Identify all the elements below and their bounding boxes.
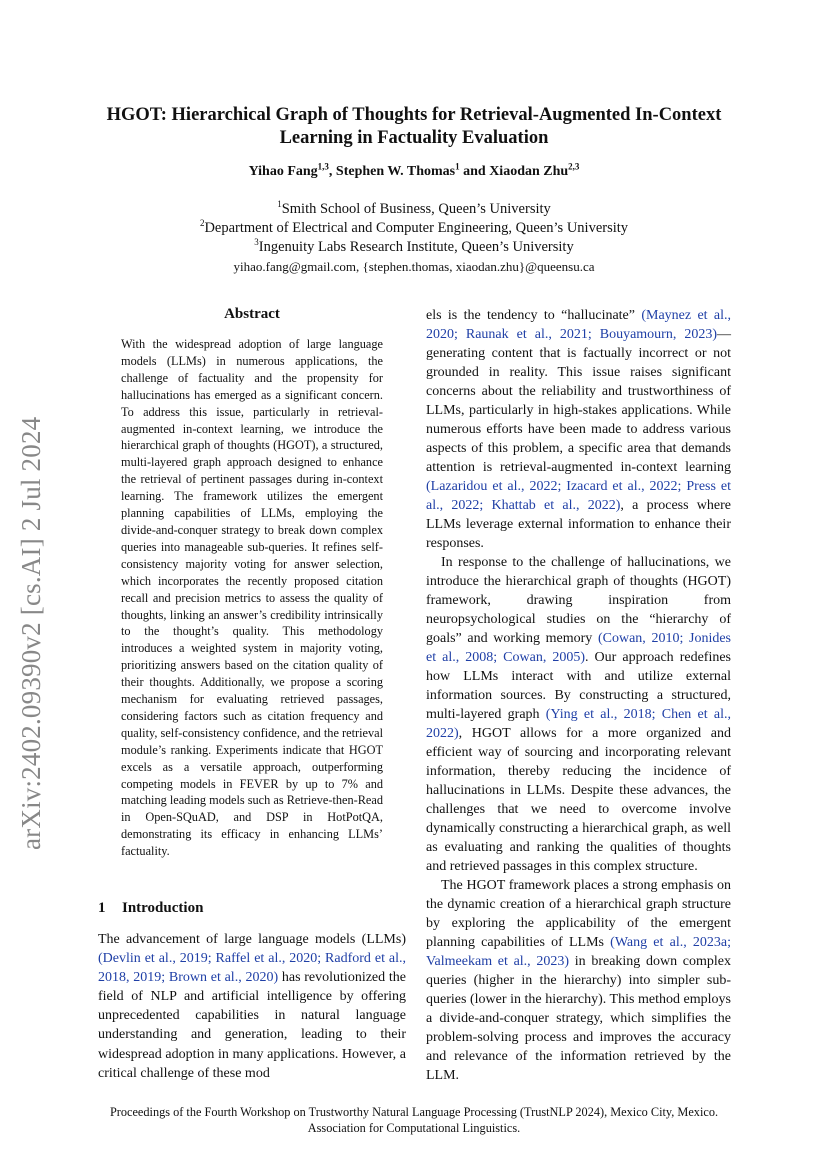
abstract-body: With the widespread adoption of large language models (LLMs) in numerous applications, the challenge of factuality and the propensity for hallucinations has emerged as a significant concern. To address this issue, particularly in retrieval-augmented in-context learning, we introduce the hierarchical graph of thoughts (HGOT), a structured, multi-layered graph approach designed to enhance the retrieval of pertinent passages during in-context learning. The framework utilizes the emergent planning capabilities of LLMs, employing the divide-and-conquer strategy to break down complex queries into manageable sub-queries. It refines self-consistency majority voting for answer selection, which incorporates the recently proposed citation recall and precision metrics to assess the quality of thoughts, linking an answer’s credibility intrinsically to the thought’s quality. This methodology introduces a weighted system in majority voting, prioritizing answers based on the citation quality of their thoughts. Additionally, we propose a scoring mechanism for evaluating retrieved passages, considering factors such as citation frequency and quality, self-consistency confidence, and the retrieval module’s ranking. Experiments indicate that HGOT excels as a versatile approach, outperforming competing models in FEVER by up to 7% and matching leading models such as Retrieve-then-Read in Open-SQuAD, and DSP in HotPotQA, demonstrating its efficacy in enhancing LLMs’ factuality. — [121, 337, 383, 859]
citation-link[interactable]: (Ying et al., 2018; Chen et al., 2022) — [426, 707, 731, 741]
affiliations — [100, 200, 728, 276]
citation-link[interactable]: (Maynez et al., 2020; Raunak et al., 2021; Bouyamourn, 2023) — [426, 308, 731, 342]
author-affiliation-marker: 2,3 — [568, 161, 580, 172]
section-heading-introduction — [98, 900, 203, 917]
paper-title: HGOT: Hierarchical Graph of Thoughts for Retrieval-Augmented In-Context Learning in Factuality Evaluation — [106, 105, 722, 148]
abstract-heading: Abstract — [224, 306, 280, 322]
author-emails: yihao.fang@gmail.com, {stephen.thomas, xiaodan.zhu}@queensu.ca — [233, 259, 595, 274]
citation-link[interactable]: (Devlin et al., 2019; Raffel et al., 2020; Radford et al., 2018, 2019; Brown et al., 2020) — [98, 951, 406, 986]
arxiv-identifier-stamp: arXiv:2402.09390v2 [cs.AI] 2 Jul 2024 — [16, 416, 46, 850]
affiliation-line-3: $^3$Ingenuity Labs Research Institute, Queen’s University — [254, 237, 574, 255]
citation-link[interactable]: (Wang et al., 2023a; Valmeekam et al., 2023) — [426, 935, 731, 969]
right-column-paragraph-1: els is the tendency to “hallucinate” (Maynez et al., 2020; Raunak et al., 2021; Bouyamourn, 2023)—generating content that is factually incorrect or not grounded in reality. This issue raises significant concerns about the reliability and trustworthiness of LLMs, particularly in high-stakes applications. While numerous efforts have been made to address various aspects of this problem, a specific area that demands attention is retrieval-augmented in-context learning (Lazaridou et al., 2022; Izacard et al., 2022; Press et al., 2022; Khattab et al., 2022), a process where LLMs leverage external information to enhance their responses. — [426, 308, 731, 551]
affiliation-line-2: $^2$Department of Electrical and Computer Engineering, Queen’s University — [199, 218, 629, 236]
right-column — [426, 306, 731, 1085]
proceedings-footer: Proceedings of the Fourth Workshop on Trustworthy Natural Language Processing (TrustNLP 2024), Mexico City, Mexico. Association for Computational Linguistics. — [109, 1105, 719, 1135]
citation-link[interactable]: (Cowan, 2010; Jonides et al., 2008; Cowan, 2005) — [426, 631, 731, 665]
section-number: 1 — [98, 900, 106, 916]
affiliation-line-1: $^1$Smith School of Business, Queen’s University — [277, 199, 551, 217]
author-affiliation-marker: 1,3 — [317, 161, 329, 172]
right-column-paragraph-3: The HGOT framework places a strong emphasis on the dynamic creation of a hierarchical graph structure by exploring the applicability of the emergent planning capabilities of LLMs (Wang et al., 2023a; Valmeekam et al., 2023) in breaking down complex queries (higher in the hierarchy) into simpler sub-queries (lower in the hierarchy). This method employs a divide-and-conquer strategy, which simplifies the problem-solving process and improves the accuracy and relevance of the information retrieved by the LLM. — [426, 878, 732, 1083]
section-title: Introduction — [122, 900, 204, 916]
author-name: Stephen W. Thomas — [335, 164, 456, 179]
introduction-paragraph: The advancement of large language models (LLMs) (Devlin et al., 2019; Raffel et al., 2020; Radford et al., 2018, 2019; Brown et al., 2020) has revolutionized the field of NLP and artificial intelligence by offering unprecedented capabilities in natural language understanding and generation, leading to their widespread adoption in many applications. However, a critical challenge of these mod — [98, 932, 406, 1081]
author-affiliation-marker: 1 — [455, 161, 460, 172]
author-name: Yihao Fang — [248, 164, 318, 179]
citation-link[interactable]: (Lazaridou et al., 2022; Izacard et al., 2022; Press et al., 2022; Khattab et al., 2022) — [426, 479, 731, 513]
author-name: Xiaodan Zhu — [489, 164, 569, 179]
right-column-paragraph-2: In response to the challenge of hallucinations, we introduce the hierarchical graph of thoughts (HGOT) framework, drawing inspiration from neuropsychological studies on the “hierarchy of goals” and working memory (Cowan, 2010; Jonides et al., 2008; Cowan, 2005). Our approach redefines how LLMs interact with and utilize external information sources. By constructing a structured, multi-layered graph (Ying et al., 2018; Chen et al., 2022), HGOT allows for a more organized and efficient way of sourcing and incorporating relevant information, thereby reducing the incidence of hallucinations in LLMs. Despite these advances, the challenges that we need to overcome involve dynamically constructing a hierarchical graph, as well as evaluating and ranking the qualities of thoughts and retrieved passages in this complex structure. — [426, 555, 731, 874]
author-list: Yihao Fang$^{1,3}$, Stephen W. Thomas$^1$ and Xiaodan Zhu$^{2,3}$ — [248, 161, 580, 179]
